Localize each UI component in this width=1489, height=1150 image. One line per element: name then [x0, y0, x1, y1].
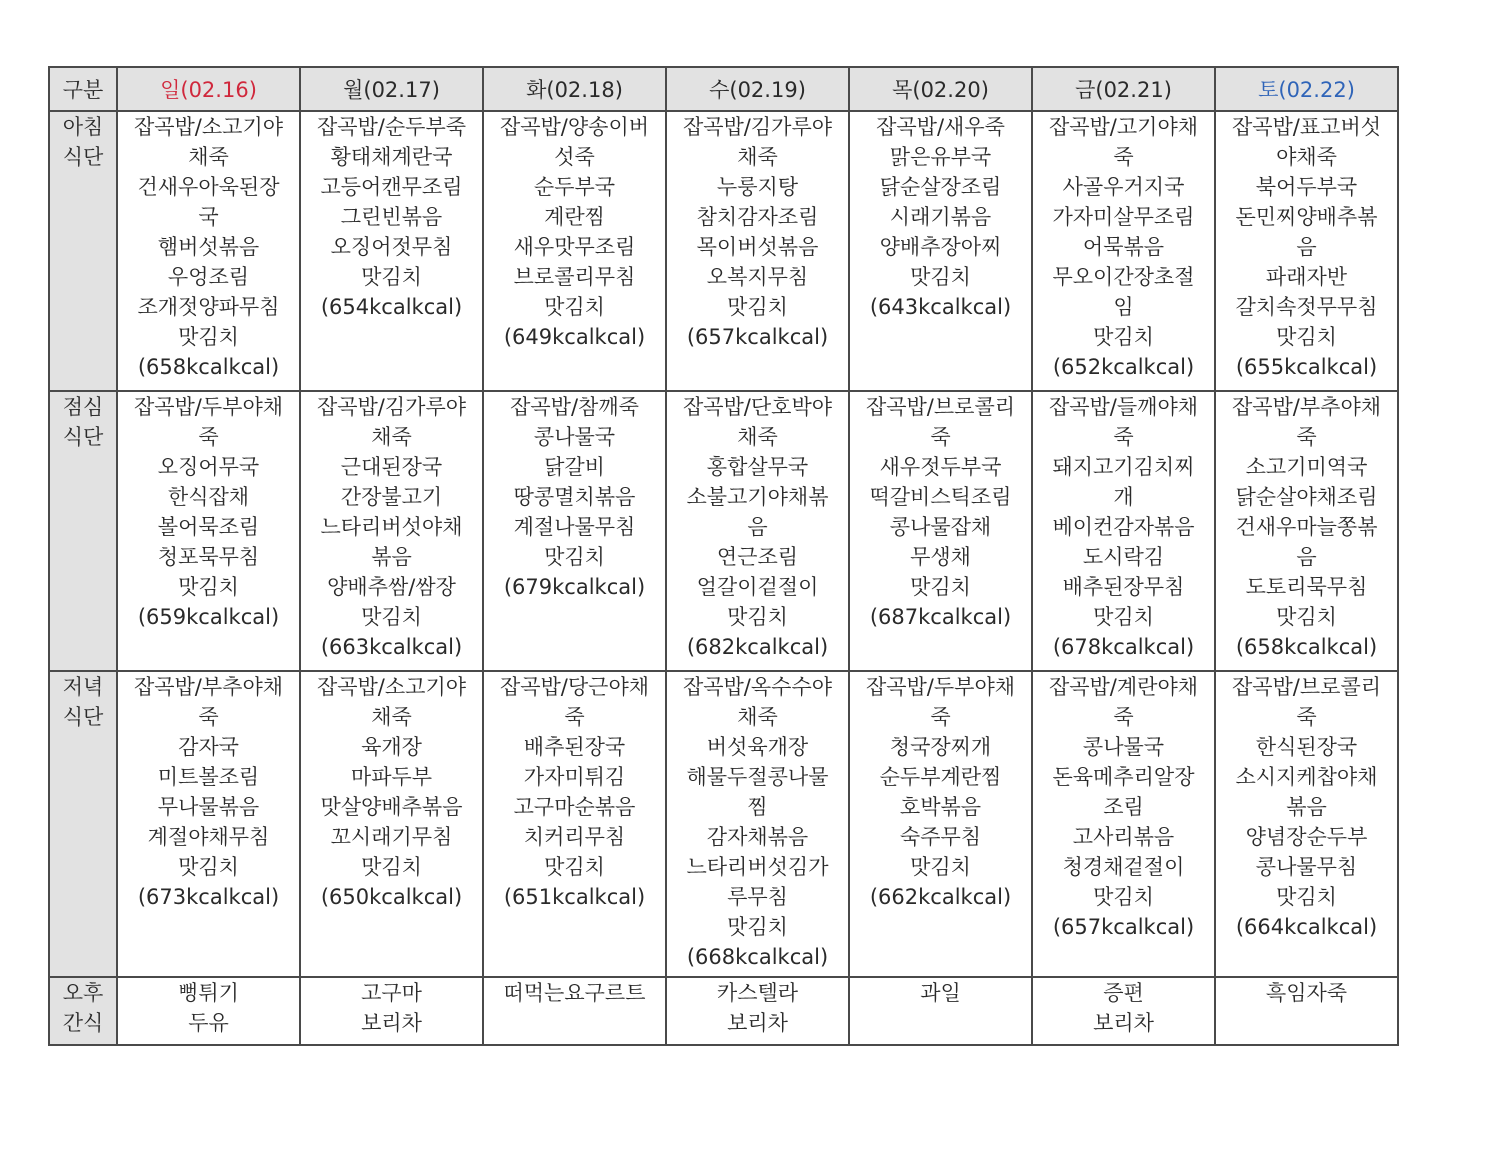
menu-item: 잡곡밥/김가루야 [316, 395, 467, 419]
menu-item: 찜 [747, 795, 768, 819]
menu-item: 맛김치 [178, 855, 239, 879]
menu-item: 숙주무침 [899, 825, 982, 849]
menu-cell-snack-saturday [1215, 977, 1398, 1045]
menu-cell-lunch-friday [1032, 391, 1215, 671]
menu-item: 과일 [920, 981, 961, 1005]
menu-item: (668kcalkcal) [686, 945, 829, 969]
menu-item: 새우맛무조림 [513, 235, 636, 259]
menu-cell-dinner-tuesday [483, 671, 666, 977]
menu-item: 맛김치 [361, 605, 422, 629]
menu-item: 갈치속젓무무침 [1235, 295, 1378, 319]
menu-item: 개 [1113, 485, 1134, 509]
menu-item: 떡갈비스틱조림 [869, 485, 1012, 509]
menu-item: 고사리볶음 [1072, 825, 1175, 849]
menu-item: 섯죽 [554, 145, 595, 169]
menu-cell-lunch-sunday [117, 391, 300, 671]
menu-item: 콩나물잡채 [889, 515, 992, 539]
menu-item: 미트볼조림 [157, 765, 260, 789]
menu-item: (678kcalkcal) [1052, 635, 1195, 659]
menu-item: 오징어무국 [157, 455, 260, 479]
menu-item: 채죽 [737, 705, 778, 729]
meal-label-line: 아침 [62, 115, 104, 139]
menu-item: 맛김치 [361, 855, 422, 879]
menu-item: 콩나물국 [533, 425, 616, 449]
menu-item: 닭순살야채조림 [1235, 485, 1378, 509]
menu-item: 어묵볶음 [1082, 235, 1165, 259]
menu-cell-dinner-monday [300, 671, 483, 977]
menu-item: 목이버섯볶음 [696, 235, 819, 259]
menu-item: 한식잡채 [167, 485, 250, 509]
menu-item: 감자채볶음 [706, 825, 809, 849]
menu-item: 돼지고기김치찌 [1052, 455, 1195, 479]
menu-item: 루무침 [727, 885, 788, 909]
menu-item: 잡곡밥/순두부죽 [316, 115, 467, 139]
menu-item: 잡곡밥/참깨죽 [510, 395, 639, 419]
menu-cell-snack-friday [1032, 977, 1215, 1045]
menu-item: 야채죽 [1276, 145, 1337, 169]
menu-item: 채죽 [737, 425, 778, 449]
menu-cell-breakfast-monday [300, 111, 483, 391]
menu-item: 파래자반 [1265, 265, 1348, 289]
menu-item: 맛김치 [727, 915, 788, 939]
menu-cell-dinner-saturday [1215, 671, 1398, 977]
menu-item: (655kcalkcal) [1235, 355, 1378, 379]
menu-item: 순두부계란찜 [879, 765, 1002, 789]
menu-item: (649kcalkcal) [503, 325, 646, 349]
menu-item: 잡곡밥/새우죽 [876, 115, 1005, 139]
menu-item: 보리차 [1093, 1011, 1154, 1035]
menu-item: 죽 [198, 425, 219, 449]
menu-item: 죽 [1113, 705, 1134, 729]
menu-item: 보리차 [361, 1011, 422, 1035]
menu-cell-lunch-wednesday [666, 391, 849, 671]
menu-cell-breakfast-sunday [117, 111, 300, 391]
menu-item: 청국장찌개 [889, 735, 992, 759]
menu-item: 배추된장무침 [1062, 575, 1185, 599]
meal-row-lunch [49, 391, 1398, 671]
menu-item: 맛김치 [1276, 325, 1337, 349]
menu-cell-dinner-sunday [117, 671, 300, 977]
menu-item: 잡곡밥/두부야채 [865, 675, 1016, 699]
meal-label-line: 식단 [62, 145, 104, 169]
menu-cell-lunch-saturday [1215, 391, 1398, 671]
menu-item: 연근조림 [716, 545, 799, 569]
menu-item: 도시락김 [1082, 545, 1165, 569]
menu-item: 사골우거지국 [1062, 175, 1185, 199]
menu-item: 맛김치 [910, 855, 971, 879]
menu-item: 새우젓두부국 [879, 455, 1002, 479]
menu-cell-lunch-monday [300, 391, 483, 671]
menu-item: 맛김치 [544, 295, 605, 319]
menu-item: 콩나물무침 [1255, 855, 1358, 879]
menu-item: 뻥튀기 [178, 981, 239, 1005]
menu-item: 잡곡밥/두부야채 [133, 395, 284, 419]
menu-item: 맑은유부국 [889, 145, 992, 169]
menu-item: 마파두부 [350, 765, 433, 789]
menu-item: 얼갈이겉절이 [696, 575, 819, 599]
menu-item: (687kcalkcal) [869, 605, 1012, 629]
menu-item: 맛김치 [1276, 885, 1337, 909]
menu-item: 맛김치 [178, 575, 239, 599]
menu-cell-breakfast-friday [1032, 111, 1215, 391]
meal-label-line: 저녁 [62, 675, 104, 699]
menu-item: 음 [747, 515, 768, 539]
menu-item: 순두부국 [533, 175, 616, 199]
menu-item: 잡곡밥/부추야채 [133, 675, 284, 699]
menu-item: 잡곡밥/브로콜리 [1231, 675, 1382, 699]
day-header-thursday: 목(02.20) [849, 67, 1032, 111]
menu-cell-snack-monday [300, 977, 483, 1045]
menu-item: 잡곡밥/소고기야 [133, 115, 284, 139]
menu-item: 채죽 [188, 145, 229, 169]
menu-item: 베이컨감자볶음 [1052, 515, 1195, 539]
menu-item: 누룽지탕 [716, 175, 799, 199]
menu-item: 치커리무침 [523, 825, 626, 849]
menu-item: 채죽 [737, 145, 778, 169]
menu-item: 채죽 [371, 425, 412, 449]
menu-item: 오징어젓무침 [330, 235, 453, 259]
menu-item: (659kcalkcal) [137, 605, 280, 629]
menu-item: 청포묵무침 [157, 545, 260, 569]
menu-item: 북어두부국 [1255, 175, 1358, 199]
menu-cell-snack-wednesday [666, 977, 849, 1045]
menu-item: 카스텔라 [716, 981, 799, 1005]
menu-cell-snack-thursday [849, 977, 1032, 1045]
menu-item: (664kcalkcal) [1235, 915, 1378, 939]
menu-item: 한식된장국 [1255, 735, 1358, 759]
menu-item: 맛김치 [1093, 885, 1154, 909]
menu-item: 계란찜 [544, 205, 605, 229]
menu-item: 버섯육개장 [706, 735, 809, 759]
day-header-tuesday: 화(02.18) [483, 67, 666, 111]
menu-item: 콩나물국 [1082, 735, 1165, 759]
menu-item: (651kcalkcal) [503, 885, 646, 909]
meal-label-line: 오후 [62, 981, 104, 1005]
menu-item: 잡곡밥/들깨야채 [1048, 395, 1199, 419]
menu-item: 고구마순볶음 [513, 795, 636, 819]
meal-row-dinner [49, 671, 1398, 977]
menu-item: 볶음 [371, 545, 412, 569]
menu-item: 시래기볶음 [889, 205, 992, 229]
menu-item: 계절나물무침 [513, 515, 636, 539]
menu-item: 맛김치 [727, 295, 788, 319]
meal-label [49, 111, 117, 391]
menu-item: 도토리묵무침 [1245, 575, 1368, 599]
menu-cell-snack-sunday [117, 977, 300, 1045]
menu-item: 무생채 [910, 545, 971, 569]
menu-cell-dinner-friday [1032, 671, 1215, 977]
menu-cell-lunch-tuesday [483, 391, 666, 671]
menu-item: 간장불고기 [340, 485, 443, 509]
menu-cell-breakfast-tuesday [483, 111, 666, 391]
menu-item: (682kcalkcal) [686, 635, 829, 659]
menu-item: 임 [1113, 295, 1134, 319]
menu-item: 감자국 [178, 735, 239, 759]
menu-item: 황태채계란국 [330, 145, 453, 169]
menu-item: 죽 [198, 705, 219, 729]
menu-item: 브로콜리무침 [513, 265, 636, 289]
menu-item: 죽 [564, 705, 585, 729]
menu-item: 배추된장국 [523, 735, 626, 759]
menu-item: (662kcalkcal) [869, 885, 1012, 909]
menu-item: 육개장 [361, 735, 422, 759]
menu-item: 흑임자죽 [1265, 981, 1348, 1005]
menu-item: 청경채겉절이 [1062, 855, 1185, 879]
meal-label [49, 671, 117, 977]
meal-label [49, 977, 117, 1045]
menu-item: 죽 [1113, 425, 1134, 449]
menu-item: (643kcalkcal) [869, 295, 1012, 319]
menu-item: 조림 [1103, 795, 1144, 819]
menu-item: (658kcalkcal) [137, 355, 280, 379]
category-header: 구분 [49, 67, 117, 111]
menu-item: 맛김치 [1093, 325, 1154, 349]
menu-item: 양배추장아찌 [879, 235, 1002, 259]
day-header-saturday: 토(02.22) [1215, 67, 1398, 111]
menu-item: 두유 [188, 1011, 229, 1035]
menu-item: 맛김치 [727, 605, 788, 629]
menu-item: 소고기미역국 [1245, 455, 1368, 479]
meal-row-snack [49, 977, 1398, 1045]
menu-item: 계절야채무침 [147, 825, 270, 849]
menu-item: 잡곡밥/브로콜리 [865, 395, 1016, 419]
menu-cell-breakfast-wednesday [666, 111, 849, 391]
menu-cell-dinner-wednesday [666, 671, 849, 977]
menu-item: 그린빈볶음 [340, 205, 443, 229]
menu-item: 잡곡밥/계란야채 [1048, 675, 1199, 699]
menu-item: 꼬시래기무침 [330, 825, 453, 849]
meal-label-line: 식단 [62, 425, 104, 449]
menu-item: 양념장순두부 [1245, 825, 1368, 849]
day-header-wednesday: 수(02.19) [666, 67, 849, 111]
meal-label-line: 식단 [62, 705, 104, 729]
menu-item: 잡곡밥/고기야채 [1048, 115, 1199, 139]
menu-item: 우엉조림 [167, 265, 250, 289]
day-header-sunday: 일(02.16) [117, 67, 300, 111]
menu-item: (652kcalkcal) [1052, 355, 1195, 379]
menu-cell-snack-tuesday [483, 977, 666, 1045]
menu-item: 소시지케찹야채 [1235, 765, 1378, 789]
header-row [49, 67, 1398, 111]
menu-item: (650kcalkcal) [320, 885, 463, 909]
menu-cell-dinner-thursday [849, 671, 1032, 977]
menu-item: 맛김치 [544, 545, 605, 569]
menu-item: 닭갈비 [544, 455, 605, 479]
menu-item: 느타리버섯야채 [320, 515, 463, 539]
menu-item: 죽 [930, 425, 951, 449]
menu-item: 고등어캔무조림 [320, 175, 463, 199]
meal-label-line: 점심 [62, 395, 104, 419]
menu-item: 맛김치 [1276, 605, 1337, 629]
menu-item: 햄버섯볶음 [157, 235, 260, 259]
menu-item: 양배추쌈/쌈장 [327, 575, 456, 599]
menu-item: 죽 [1113, 145, 1134, 169]
meal-row-breakfast [49, 111, 1398, 391]
menu-item: 국 [198, 205, 219, 229]
menu-item: 소불고기야채볶 [686, 485, 829, 509]
meal-label [49, 391, 117, 671]
menu-item: 돈민찌양배추볶 [1235, 205, 1378, 229]
menu-item: 맛살양배추볶음 [320, 795, 463, 819]
menu-item: 잡곡밥/부추야채 [1231, 395, 1382, 419]
menu-item: 잡곡밥/김가루야 [682, 115, 833, 139]
menu-item: 오복지무침 [706, 265, 809, 289]
menu-item: 해물두절콩나물 [686, 765, 829, 789]
menu-item: (673kcalkcal) [137, 885, 280, 909]
menu-item: 보리차 [727, 1011, 788, 1035]
menu-item: (679kcalkcal) [503, 575, 646, 599]
menu-item: 맛김치 [1093, 605, 1154, 629]
menu-item: (658kcalkcal) [1235, 635, 1378, 659]
menu-item: 볶음 [1286, 795, 1327, 819]
menu-item: 잡곡밥/소고기야 [316, 675, 467, 699]
day-header-monday: 월(02.17) [300, 67, 483, 111]
day-header-friday: 금(02.21) [1032, 67, 1215, 111]
menu-cell-lunch-thursday [849, 391, 1032, 671]
menu-item: 가자미살무조림 [1052, 205, 1195, 229]
menu-item: 증편 [1103, 981, 1144, 1005]
menu-item: 가자미튀김 [523, 765, 626, 789]
menu-item: 죽 [1296, 705, 1317, 729]
menu-item: 맛김치 [544, 855, 605, 879]
menu-item: 잡곡밥/당근야채 [499, 675, 650, 699]
menu-item: 맛김치 [910, 265, 971, 289]
menu-item: 건새우마늘쫑볶 [1235, 515, 1378, 539]
menu-item: 고구마 [361, 981, 422, 1005]
menu-item: (657kcalkcal) [686, 325, 829, 349]
menu-cell-breakfast-thursday [849, 111, 1032, 391]
menu-item: 죽 [1296, 425, 1317, 449]
menu-item: 땅콩멸치볶음 [513, 485, 636, 509]
menu-item: 맛김치 [910, 575, 971, 599]
menu-item: 홍합살무국 [706, 455, 809, 479]
menu-item: 채죽 [371, 705, 412, 729]
menu-item: 참치감자조림 [696, 205, 819, 229]
menu-item: 조개젓양파무침 [137, 295, 280, 319]
menu-cell-breakfast-saturday [1215, 111, 1398, 391]
menu-item: 죽 [930, 705, 951, 729]
menu-item: 잡곡밥/양송이버 [499, 115, 650, 139]
menu-item: 건새우아욱된장 [137, 175, 280, 199]
menu-item: 잡곡밥/단호박야 [682, 395, 833, 419]
menu-item: 닭순살장조림 [879, 175, 1002, 199]
menu-item: 음 [1296, 545, 1317, 569]
menu-item: 떠먹는요구르트 [503, 981, 646, 1005]
menu-item: (657kcalkcal) [1052, 915, 1195, 939]
menu-item: 맛김치 [361, 265, 422, 289]
menu-item: 맛김치 [178, 325, 239, 349]
weekly-menu-table [48, 66, 1399, 1046]
menu-item: 호박볶음 [899, 795, 982, 819]
menu-item: 잡곡밥/표고버섯 [1231, 115, 1382, 139]
menu-item: 음 [1296, 235, 1317, 259]
menu-item: (663kcalkcal) [320, 635, 463, 659]
meal-label-line: 간식 [62, 1011, 104, 1035]
menu-item: (654kcalkcal) [320, 295, 463, 319]
menu-item: 돈육메추리알장 [1052, 765, 1195, 789]
menu-item: 느타리버섯김가 [686, 855, 829, 879]
menu-item: 잡곡밥/옥수수야 [682, 675, 833, 699]
menu-item: 무나물볶음 [157, 795, 260, 819]
menu-item: 볼어묵조림 [157, 515, 260, 539]
menu-item: 무오이간장초절 [1052, 265, 1195, 289]
menu-item: 근대된장국 [340, 455, 443, 479]
